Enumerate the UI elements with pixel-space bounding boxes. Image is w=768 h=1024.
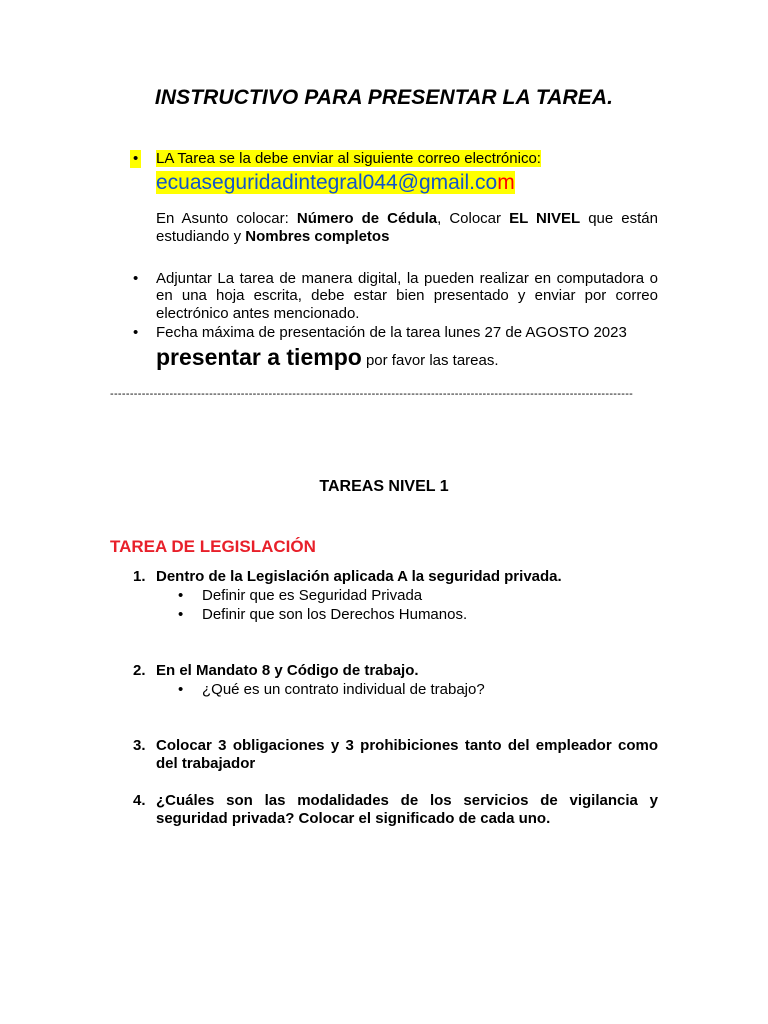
asunto-nombres: Nombres completos (245, 227, 390, 245)
section-title: TAREAS NIVEL 1 (319, 478, 449, 495)
bullet-icon: • (130, 150, 141, 168)
deadline-emphasis: presentar a tiempo (156, 343, 362, 370)
instruction-deadline-text: Fecha máxima de presentación de la tarea lunes 27 de AGOSTO 2023 (156, 324, 627, 341)
instruction-attach (130, 270, 658, 323)
task-text: ¿Cuáles son las modalidades de los servicios de vigilancia y seguridad privada? Colocar el significado de cada uno. (156, 792, 658, 827)
bullet-icon: • (178, 606, 184, 623)
instruction-attach-text: Adjuntar La tarea de manera digital, la pueden realizar en computadora o en una hoja escrita, debe estar bien presentado y enviar por correo electrónico antes mencionado. (156, 269, 658, 322)
bullet-icon: • (133, 324, 139, 341)
divider-line: ------------------------------------------------------------------------------------------------------------------------------------ (110, 388, 634, 400)
task-text: Colocar 3 obligaciones y 3 prohibiciones tanto del empleador como del trabajador (156, 737, 658, 772)
instruction-email (130, 150, 658, 195)
task-subitem-text: Definir que es Seguridad Privada (202, 587, 423, 604)
task-subitem (174, 606, 467, 624)
bullet-icon: • (133, 269, 139, 287)
page-title: INSTRUCTIVO PARA PRESENTAR LA TAREA. (154, 86, 614, 109)
task-item (130, 792, 658, 828)
task-text: Dentro de la Legislación aplicada A la seguridad privada. (156, 568, 562, 585)
asunto-cedula: Número de Cédula (296, 209, 438, 227)
task-subitem (174, 681, 485, 699)
task-number: 4. (133, 792, 146, 809)
bullet-icon: • (178, 681, 184, 698)
task-item (130, 662, 658, 680)
task-number: 1. (133, 568, 146, 585)
subject-title: TAREA DE LEGISLACIÓN (110, 537, 316, 556)
deadline-tail: por favor las tareas. (361, 351, 499, 369)
task-item (130, 568, 658, 586)
instructions-list (130, 150, 658, 372)
email-line (156, 170, 658, 195)
task-subitem (174, 587, 422, 605)
asunto-nivel: EL NIVEL (509, 209, 581, 227)
task-subitem-text: Definir que son los Derechos Humanos. (202, 606, 468, 623)
task-number: 3. (133, 737, 146, 754)
instruction-asunto: En Asunto colocar: Número de Cédula, Colocar EL NIVEL que están estudiando y Nombres completos (156, 209, 658, 245)
email-link[interactable]: ecuaseguridadintegral044@gmail.com (156, 170, 515, 194)
task-text: En el Mandato 8 y Código de trabajo. (156, 662, 419, 679)
instruction-email-text: LA Tarea se la debe enviar al siguiente correo electrónico: (156, 150, 541, 167)
task-number: 2. (133, 662, 146, 679)
instruction-deadline (130, 324, 658, 372)
task-subitem-text: ¿Qué es un contrato individual de trabajo? (202, 681, 485, 698)
task-item (130, 737, 658, 773)
bullet-icon: • (178, 587, 184, 604)
